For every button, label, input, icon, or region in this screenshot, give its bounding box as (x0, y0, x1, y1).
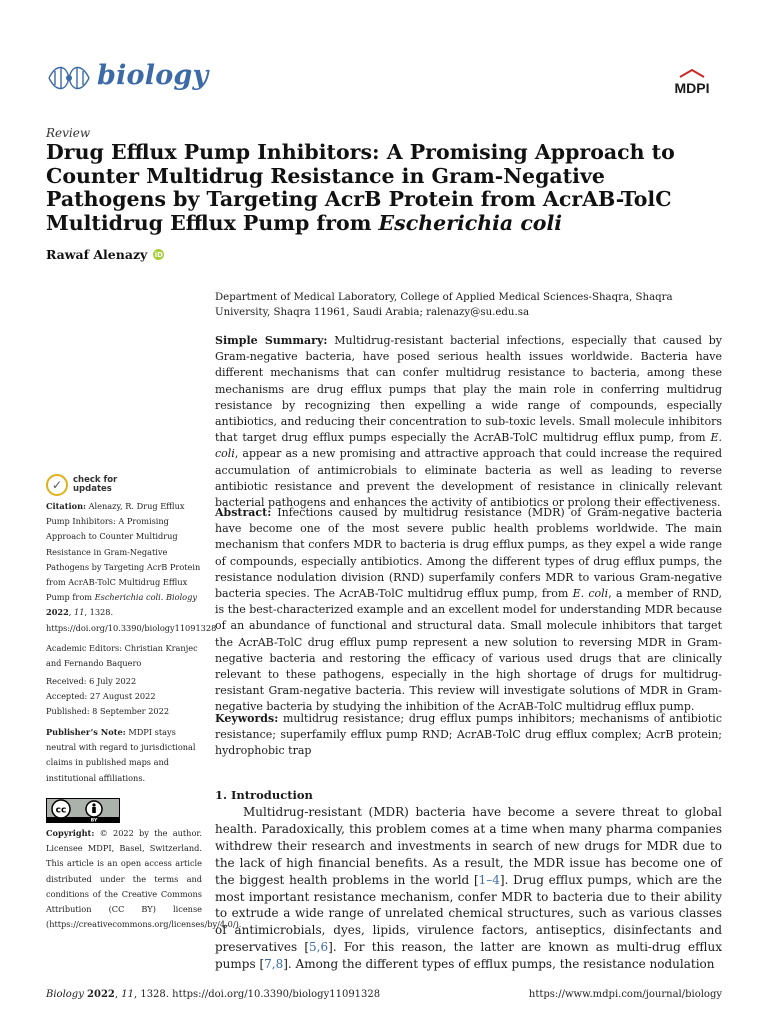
journal-logo-icon (46, 60, 92, 96)
abstract-italic: E. coli (572, 587, 609, 601)
citation-volume: 11 (74, 607, 85, 618)
footer-year: 2022 (87, 989, 115, 1000)
intro-text-3: ]. For this reason, the latter are known as multi-drug efflux pumps [ (215, 940, 722, 972)
copyright-label: Copyright: (46, 828, 95, 838)
footer-doi[interactable]: , 1328. https://doi.org/10.3390/biology11091328 (133, 989, 381, 1000)
cc-label: cc (55, 805, 67, 816)
citation-label: Citation: (46, 501, 87, 511)
citation-text-2: . (160, 592, 166, 603)
academic-editors: Academic Editors: Christian Kranjec and Fernando Baquero (46, 643, 198, 669)
check-updates-line-1: check for (73, 475, 118, 485)
check-updates-label (73, 476, 117, 494)
dates-block (46, 674, 202, 720)
citation-text-1: Alenazy, R. Drug Efflux Pump Inhibitors: A Promising Approach to Counter Multidrug Resistance in Gram-Negative Pathogens by Targeting AcrB Protein from AcrAB-TolC Multidrug Efflux Pump from (46, 501, 201, 603)
footer-journal-url[interactable]: https://www.mdpi.com/journal/biology (528, 989, 722, 1000)
footer-volume: 11 (121, 989, 134, 1000)
affiliation: Department of Medical Laboratory, College of Applied Medical Sciences-Shaqra, Shaqra University, Shaqra 11961, Saudi Arabia; ralenazy@su.edu.sa (215, 292, 673, 318)
citation-doi[interactable]: , 1328. https://doi.org/10.3390/biology11091328 (46, 607, 217, 633)
simple-summary (215, 333, 722, 511)
publisher-note-text: MDPI stays neutral with regard to jurisdictional claims in published maps and institutional affiliations. (46, 727, 196, 783)
abstract-text-2: , a member of RND, is the best-characterized example and an excellent model for understanding MDR because of an abundance of functional and structural data. Small molecule inhibitors that target the AcrAB-TolC drug efflux pump represent a new solution to reversing MDR in Gram-negative bacteria and restoring the efficacy of various used drugs that are clinically relevant to these pathogens, especially in the high shortage of drugs for multidrug-resistant Gram-negative bacteria. This review will investigate solutions of MDR in Gram-negative bacteria by studying the inhibition of the AcrAB-TolC multidrug efflux pump. (215, 587, 723, 714)
footer-journal: Biology (46, 989, 84, 1000)
publisher-note-label: Publisher’s Note: (46, 727, 126, 737)
citation-block: Citation: Alenazy, R. Drug Efflux Pump Inhibitors: A Promising Approach to Counter Multidrug Resistance in Gram-Negative Pathogens by Targeting AcrB Protein from AcrAB-TolC Multidrug Efflux Pump from Escherichia coli. Biology 2022, 11, 1328. https://doi.org/10.3390/biology11091328 (46, 501, 217, 633)
date-published: Published: 8 September 2022 (46, 706, 170, 717)
citation-link[interactable]: 7,8 (264, 957, 284, 972)
introduction-paragraph (215, 804, 722, 973)
journal-name: biology (97, 60, 209, 91)
copyright-text: © 2022 by the author. Licensee MDPI, Basel, Switzerland. This article is an open access article distributed under the terms and conditions of the Creative Commons Attribution (CC BY) license (https://creativecommons.org/licenses/by/4.0/). (46, 828, 242, 930)
date-received: Received: 6 July 2022 (46, 676, 137, 686)
author-line (46, 247, 164, 262)
abstract-label: Abstract: (215, 506, 272, 519)
date-accepted: Accepted: 27 August 2022 (46, 691, 156, 702)
abstract-text-1: Infections caused by multidrug resistance (MDR) of Gram-negative bacteria have become one of the most severe public health problems worldwide. The main mechanism that confers MDR to bacteria is drug efflux pumps, as they expel a wide range of compounds, especially antibiotics. Among the different types of drug efflux pumps, the resistance nodulation division (RND) superfamily confers MDR to various Gram-negative bacteria species. The AcrAB-TolC multidrug efflux pump, from (215, 506, 722, 601)
intro-text-1: Multidrug-resistant (MDR) bacteria have become a severe threat to global health. Paradoxically, this problem comes at a time when many pharma companies withdrew their research and investments in search of new drugs for MDR due to the lack of high financial benefits. As a result, the MDR issue has become one of the biggest health problems in the world [ (215, 805, 722, 887)
mdpi-logo-text: MDPI (674, 80, 710, 96)
cc-by-label: BY (90, 818, 98, 823)
cc-by-license-icon[interactable] (46, 798, 120, 823)
article-type: Review (46, 126, 91, 140)
keywords (215, 711, 722, 760)
keywords-label: Keywords: (215, 712, 279, 725)
simple-summary-italic: E. coli (215, 431, 722, 461)
simple-summary-label: Simple Summary: (215, 334, 328, 347)
citation-italic: Escherichia coli (94, 592, 161, 603)
article-title-main: Drug Efflux Pump Inhibitors: A Promising Approach to Counter Multidrug Resistance in Gram-Negative Pathogens by Targeting AcrB Protein from AcrAB-TolC Multidrug Efflux Pump from (46, 140, 675, 235)
check-updates-icon: ✓ (46, 474, 68, 496)
check-updates-line-2: updates (73, 484, 112, 494)
footer-citation: Biology 2022, 11, 1328. https://doi.org/10.3390/biology11091328 (46, 989, 381, 1000)
author-name[interactable]: Rawaf Alenazy (46, 247, 148, 262)
citation-year: 2022 (46, 607, 69, 618)
mdpi-logo (666, 68, 718, 98)
citation-journal: Biology (166, 592, 197, 603)
abstract (215, 505, 722, 716)
publisher-note (46, 725, 202, 786)
orcid-icon[interactable]: iD (154, 250, 163, 259)
article-title (46, 141, 726, 235)
simple-summary-text-1: Multidrug-resistant bacterial infections, especially that caused by Gram-negative bacteria, have posed serious health issues worldwide. Bacteria have different mechanisms that can confer multidrug resistance to bacteria, among these mechanisms are drug efflux pumps that play the main role in conferring multidrug resistance by recognizing then expelling a wide range of compounds, especially antibiotics, and reducing their concentration to sub-toxic levels. Small molecule inhibitors that target drug efflux pumps especially the AcrAB-TolC multidrug efflux pump, from (215, 334, 722, 445)
citation-link[interactable]: 5,6 (309, 940, 329, 955)
intro-text-4: ]. Among the different types of efflux pumps, the resistance nodulation (283, 957, 715, 972)
copyright-notice (46, 826, 242, 932)
citation-link[interactable]: 1–4 (478, 872, 500, 887)
article-title-italic: Escherichia coli (378, 210, 563, 235)
check-for-updates-button[interactable] (46, 474, 117, 496)
simple-summary-text-2: , appear as a new promising and attractive approach that could increase the required accumulation of antimicrobials to eliminate bacteria as well as leading to reverse antibiotic resistance and prevent the development of resistance in clinically relevant bacterial pathogens and enhances the activity of antibiotics or prolong their effectiveness. (215, 447, 722, 510)
keywords-text: multidrug resistance; drug efflux pumps inhibitors; mechanisms of antibiotic resistance; superfamily efflux pump RND; AcrAB-TolC drug efflux complex; AcrB protein; hydrophobic trap (215, 712, 722, 758)
section-heading-introduction: 1. Introduction (215, 788, 313, 802)
intro-text-2: ]. Drug efflux pumps, which are the most important resistance mechanism, confer MDR to bacteria due to their ability to extrude a wide range of unrelated chemical structures, such as various classes of antimicrobials, dyes, lipids, virulence factors, antiseptics, disinfectants and preservatives [ (215, 872, 722, 955)
